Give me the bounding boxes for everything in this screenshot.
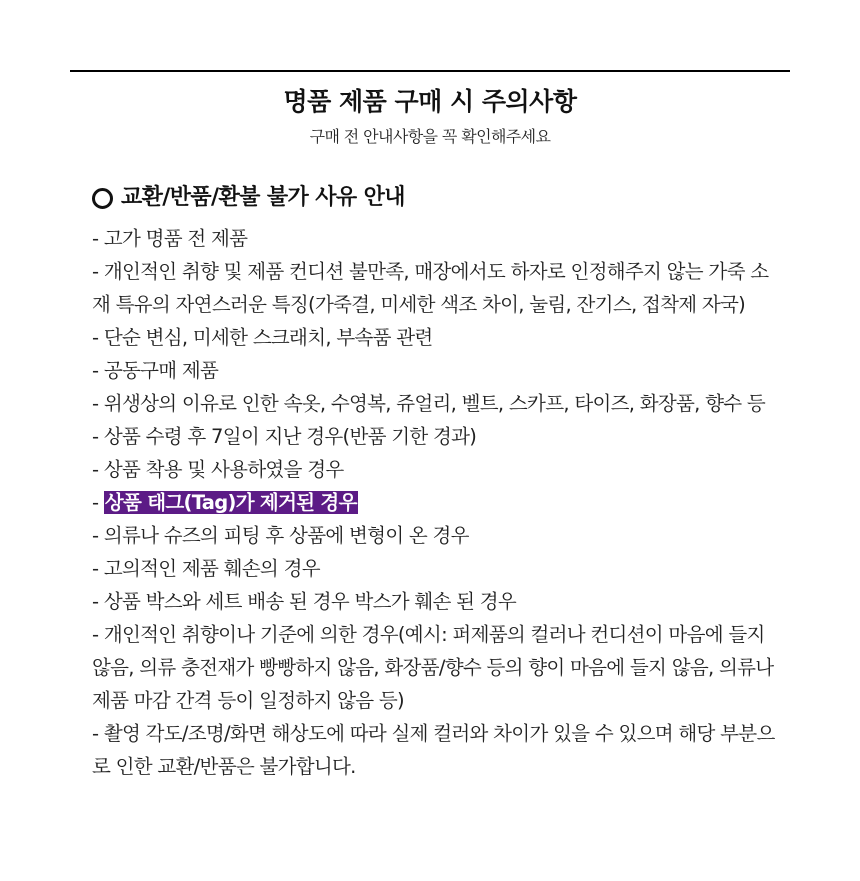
- list-item-prefix: -: [92, 491, 104, 514]
- list-item: - 상품 착용 및 사용하였을 경우: [92, 458, 344, 481]
- list-item-highlighted: [92, 486, 782, 519]
- highlighted-text: 상품 태그(Tag)가 제거된 경우: [104, 491, 357, 514]
- list-item: - 고가 명품 전 제품: [92, 227, 248, 250]
- list-item: - 공동구매 제품: [92, 359, 219, 382]
- page-subtitle: 구매 전 안내사항을 꼭 확인해주세요: [309, 127, 551, 146]
- section-heading: [92, 180, 782, 216]
- top-divider: [70, 70, 790, 72]
- list-item: - 촬영 각도/조명/화면 해상도에 따라 실제 컬러와 차이가 있을 수 있으며 해당 부분으로 인한 교환/반품은 불가합니다.: [92, 722, 775, 778]
- notice-list: [92, 222, 782, 783]
- circle-outline-icon: [92, 188, 113, 209]
- list-item: - 상품 수령 후 7일이 지난 경우(반품 기한 경과): [92, 425, 477, 448]
- list-item: - 위생상의 이유로 인한 속옷, 수영복, 쥬얼리, 벨트, 스카프, 타이즈, 화장품, 향수 등: [92, 392, 766, 415]
- list-item: - 의류나 슈즈의 피팅 후 상품에 변형이 온 경우: [92, 524, 469, 547]
- list-item: - 개인적인 취향 및 제품 컨디션 불만족, 매장에서도 하자로 인정해주지 않는 가죽 소재 특유의 자연스러운 특징(가죽결, 미세한 색조 차이, 눌림, 잔기스, 접착제 자국): [92, 260, 769, 316]
- notice-section: [92, 180, 782, 783]
- list-item: - 단순 변심, 미세한 스크래치, 부속품 관련: [92, 326, 433, 349]
- list-item: - 상품 박스와 세트 배송 된 경우 박스가 훼손 된 경우: [92, 590, 517, 613]
- list-item: - 개인적인 취향이나 기준에 의한 경우(예시: 퍼제품의 컬러나 컨디션이 마음에 들지 않음, 의류 충전재가 빵빵하지 않음, 화장품/향수 등의 향이 마음에 들지 않음, 의류나 제품 마감 간격 등이 일정하지 않음 등): [92, 623, 774, 712]
- page-title: 명품 제품 구매 시 주의사항: [283, 87, 577, 116]
- section-heading-text: 교환/반품/환불 불가 사유 안내: [121, 185, 405, 210]
- list-item: - 고의적인 제품 훼손의 경우: [92, 557, 320, 580]
